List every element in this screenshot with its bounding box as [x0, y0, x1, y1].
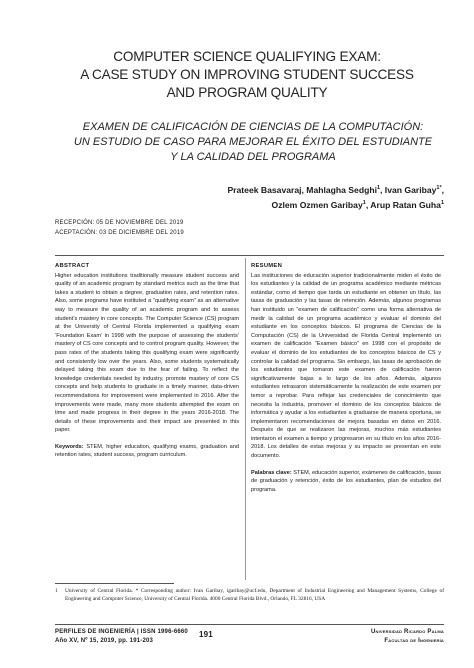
- footnote-number: 1: [55, 588, 58, 594]
- author-name: Ozlem Ozmen Garibay: [271, 199, 363, 210]
- resumen-heading: RESUMEN: [251, 263, 283, 269]
- footer-rule: [55, 624, 444, 625]
- resumen-column: [251, 262, 441, 494]
- author-name: , Ivan Garibay: [380, 184, 437, 195]
- author-separator: ,: [441, 184, 444, 195]
- resumen-body: Las instituciones de educación superior tradicionalmente miden el éxito de los estudiantes y la calidad de un programa académico mediante métricas estándar, como el tiempo que tarda un estudiante en obtener un título, las tasas de graduación y las tasas de retención. Además, algunos programas han instituido un “examen de calificación” como una forma alternativa de medir la calidad de un programa académico y evaluar el dominio del estudiante en los conceptos básicos. El programa de Ciencias de la Computación (CS) de la Universidad de Florida Central implementó un examen de calificación “Examen básico” en 1998 con el propósito de evaluar el dominio de los estudiantes de los conceptos básicos de CS y controlar la calidad del programa. Sin embargo, las tasas de aprobación de los estudiantes que tomaron este examen de calificación fueron significativamente bajas a lo largo de los años. Además, algunos estudiantes retrasaron sistemáticamente la realización de este examen por temor a reprobar. Para reflejar las credenciales de conocimiento que necesita la industria, promover el dominio de los conceptos básicos de informática y ayudar a los estudiantes a graduarse de manera oportuna, se implementaron recomendaciones de mejora basadas en datos en 2016. Después de que se realizaron las mejoras, muchos más estudiantes intentaron el examen a tiempo y progresaron en su título en los años 2016-2018. Los detalles de estas mejoras y su impacto se presentan en este documento.: [251, 272, 441, 460]
- affiliation-mark: 1: [376, 185, 381, 191]
- footer-right: [371, 628, 444, 646]
- affiliation-mark: 1*: [436, 185, 442, 191]
- university-name: Universidad Ricardo Palma: [370, 629, 444, 635]
- title-line: A CASE STUDY ON IMPROVING STUDENT SUCCESS: [80, 67, 414, 82]
- section-divider: [55, 255, 444, 256]
- footer-left: [55, 628, 188, 646]
- footnote-text: University of Central Florida. * Corresponding author: Ivan Garibay, igaribay@ucf.edu, Department of Industrial Engineering and Management Systems, College of Engineering and Computer Science, University of Central Florida. 4000 Central Florida Blvd., Orlando, FL 32816, USA: [65, 588, 444, 603]
- keywords-text: STEM, educación superior, exámenes de calificación, tasas de graduación y retención, éxito de los estudiantes, plan de estudios del programa.: [251, 469, 441, 493]
- title-es-line: EXAMEN DE CALIFICACIÓN DE CIENCIAS DE LA COMPUTACIÓN:: [82, 121, 424, 133]
- paper-title-spanish: [60, 120, 446, 165]
- abstract-heading: ABSTRACT: [55, 263, 90, 269]
- title-line: AND PROGRAM QUALITY: [166, 85, 328, 100]
- title-line: COMPUTER SCIENCE QUALIFYING EXAM:: [113, 49, 381, 64]
- title-es-line: Y LA CALIDAD DEL PROGRAMA: [170, 151, 336, 163]
- keywords-label: Palabras clave:: [251, 469, 292, 476]
- accepted-date: ACEPTACIÓN: 03 DE DICIEMBRE DEL 2019: [55, 229, 184, 236]
- journal-issue: Año XV, Nº 15, 2019, pp. 191-203: [55, 638, 154, 644]
- resumen-keywords: [251, 469, 441, 495]
- author-name: Prateek Basavaraj, Mahlagha Sedghi: [227, 184, 377, 195]
- received-date: RECEPCIÓN: 05 DE NOVIEMBRE DEL 2019: [55, 220, 184, 226]
- abstract-body: Higher education institutions traditionally measure student success and quality of an academic program by standard metrics such as the time that takes a student to obtain a degree, graduation rates, and retention rates. Also, some programs have instituted a “qualifying exam” as an alternative way to measure the quality of an academic program and to assess student’s mastery in core concepts. The Computer Science (CS) program at the University of Central Florida implemented a qualifying exam ‘Foundation Exam’ in 1998 with the purpose of assessing the students’ mastery of CS core concepts and to control program quality. However, the pass rates of the students taking this qualifying exam were significantly and consistently low over the years. Also, some students systematically delayed taking this exam due to the fear of failing. To reflect the knowledge credentials needed by industry, promote mastery of core CS concepts and help students to graduate in a timely manner, data-driven recommendations for improvement were implemented in 2016. After the improvements were made, many more students attempted the exam on time and made progress in their degree in the years 2016-2018. The details of these improvements and their impact are presented in this paper.: [55, 272, 239, 434]
- footnote-rule: [55, 583, 174, 584]
- abstract-column: [55, 262, 239, 460]
- page-number: 191: [199, 630, 213, 639]
- author-list: [40, 182, 444, 212]
- affiliation-mark: 1: [362, 199, 366, 206]
- footnote: [55, 587, 444, 603]
- paper-title-english: [40, 48, 454, 102]
- keywords-label: Keywords:: [55, 443, 84, 450]
- abstract-keywords: [55, 443, 239, 460]
- author-name: , Arup Ratan Guha: [365, 199, 441, 210]
- journal-name: PERFILES DE INGENIERÍA | ISSN 1996-6660: [55, 629, 188, 635]
- faculty-name: Facultad de Ingeniería: [384, 638, 444, 644]
- affiliation-mark: 1: [440, 199, 444, 206]
- title-es-line: UN ESTUDIO DE CASO PARA MEJORAR EL ÉXITO DEL ESTUDIANTE: [73, 136, 433, 148]
- column-divider: [245, 258, 246, 580]
- submission-dates: [55, 219, 184, 238]
- keywords-text: STEM, higher education, qualifying exams, graduation and retention rates, student success, program curriculum.: [55, 443, 239, 459]
